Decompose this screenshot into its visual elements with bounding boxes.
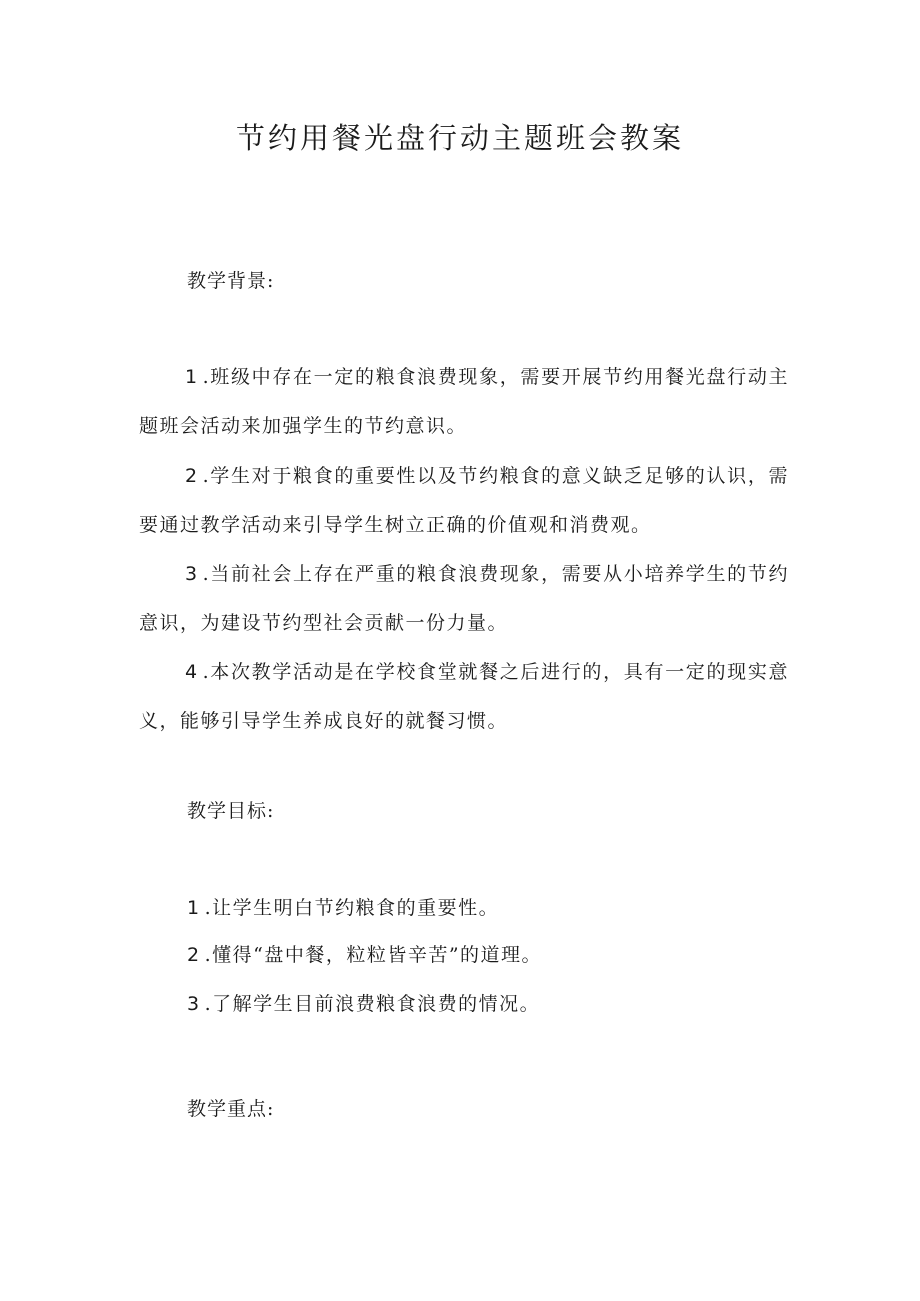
item-text: .本次教学活动是在学校食堂就餐之后进行的，具有一定的现实意义，能够引导学生养成良好的就餐习惯。 [139,661,789,732]
item-number: 2 [185,465,199,487]
item-text: .班级中存在一定的粮食浪费现象，需要开展节约用餐光盘行动主题班会活动来加强学生的节约意识。 [139,366,789,437]
item-number: 2 [187,944,201,966]
section-heading-objectives: 教学目标: [187,800,275,822]
item-text: .懂得“盘中餐，粒粒皆辛苦”的道理。 [204,944,543,966]
item-text: .学生对于粮食的重要性以及节约粮食的意义缺乏足够的认识，需要通过教学活动来引导学生树立正确的价值观和消费观。 [139,465,789,536]
item-number: 3 [187,993,201,1015]
objective-item-3 [187,990,540,1018]
objective-item-2 [187,941,542,969]
background-item-2 [139,452,789,550]
background-item-4 [139,648,789,746]
item-number: 1 [185,366,199,388]
item-text: .让学生明白节约粮食的重要性。 [204,897,500,919]
item-number: 4 [185,661,199,683]
background-item-3 [139,550,789,648]
document-title: 节约用餐光盘行动主题班会教案 [235,121,684,155]
section-heading-background: 教学背景: [187,270,275,292]
section-heading-key-points: 教学重点: [187,1098,275,1120]
item-number: 1 [187,897,201,919]
objective-item-1 [187,894,499,922]
item-number: 3 [185,563,199,585]
background-item-1 [139,353,789,451]
item-text: .了解学生目前浪费粮食浪费的情况。 [204,993,541,1015]
item-text: .当前社会上存在严重的粮食浪费现象，需要从小培养学生的节约意识，为建设节约型社会贡献一份力量。 [139,563,789,634]
